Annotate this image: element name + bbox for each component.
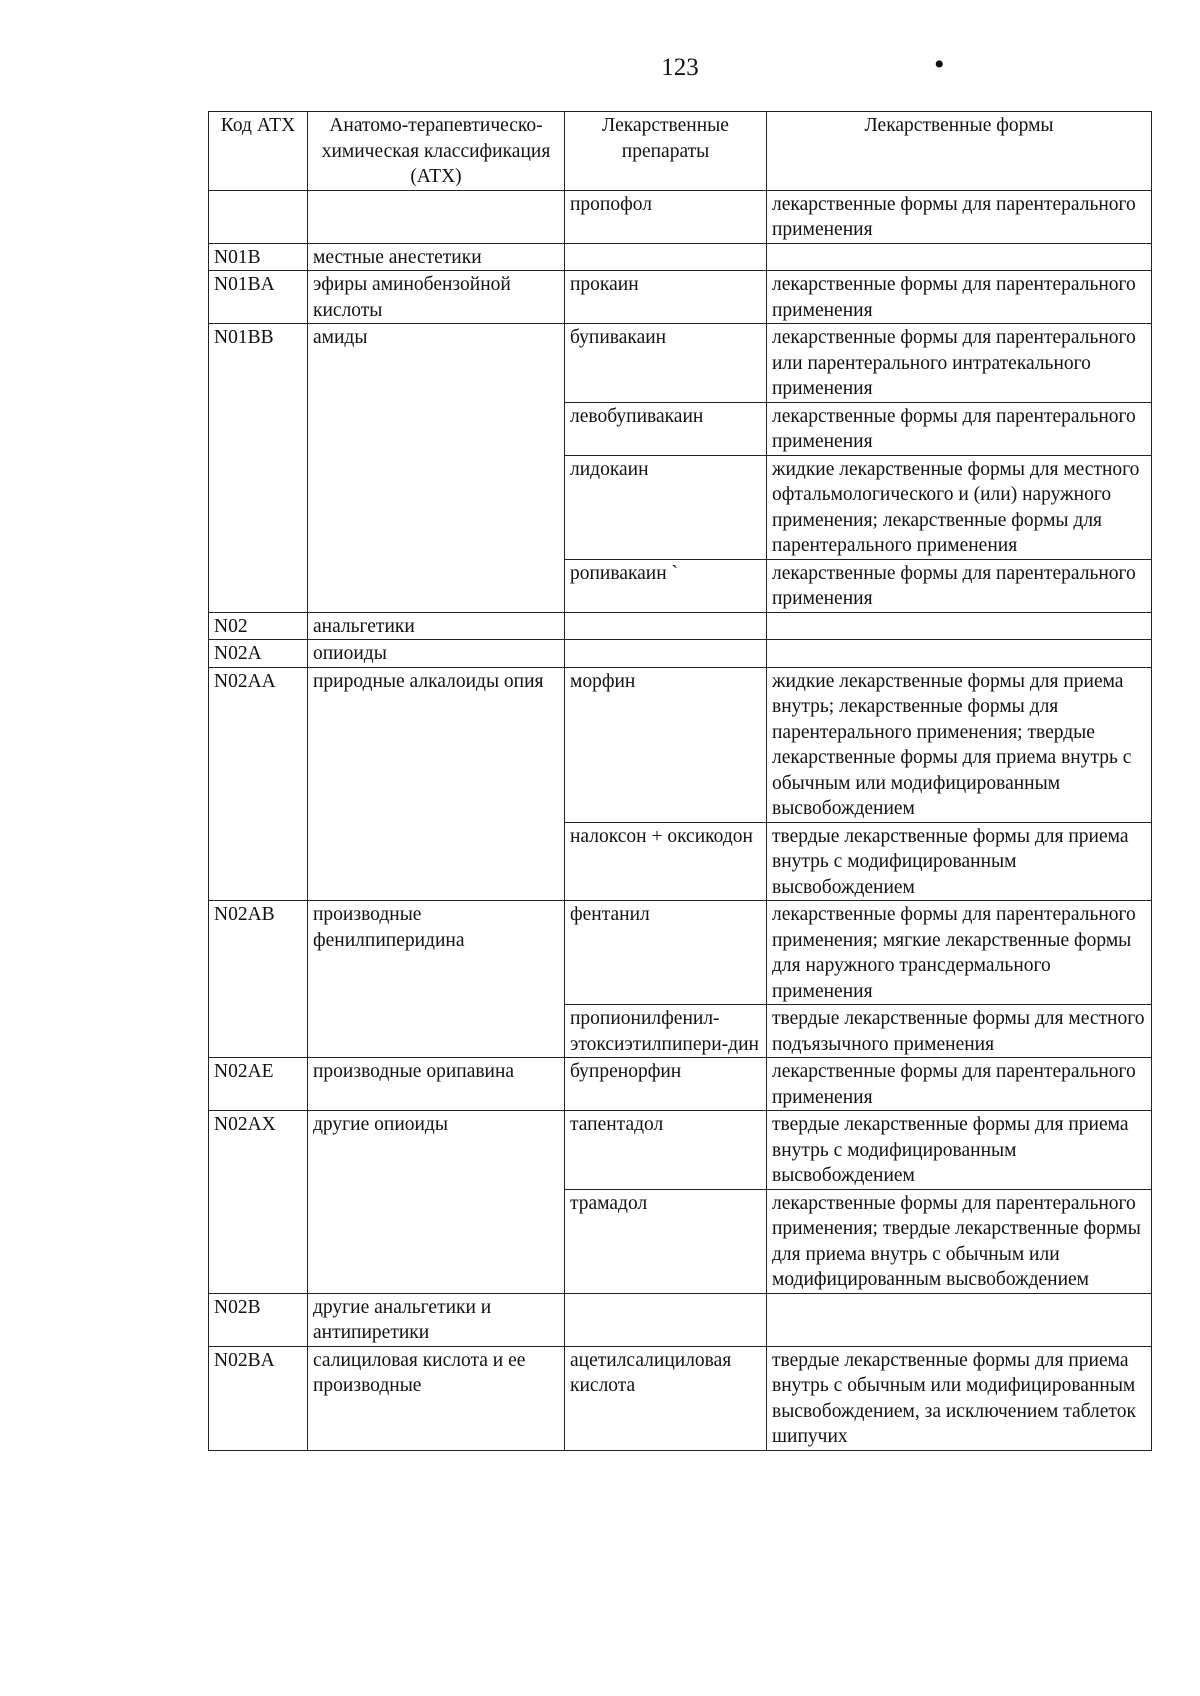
classification-cell: производные фенилпиперидина (308, 901, 565, 1058)
form-cell: твердые лекарственные формы для местного подъязычного применения (767, 1005, 1152, 1058)
table-row (209, 243, 1152, 271)
drug-cell (565, 640, 767, 668)
code-cell (209, 190, 308, 243)
code-cell: N01B (209, 243, 308, 271)
form-cell: жидкие лекарственные формы для местного офтальмологического и (или) наружного применения; лекарственные формы для парентерального применения (767, 455, 1152, 559)
page-number: 123 (661, 54, 699, 81)
code-cell: N02 (209, 612, 308, 640)
table-header-row (209, 112, 1152, 191)
drug-cell: налоксон + оксикодон (565, 822, 767, 901)
form-cell: лекарственные формы для парентерального применения (767, 559, 1152, 612)
drug-cell (565, 243, 767, 271)
classification-cell: салициловая кислота и ее производные (308, 1346, 565, 1450)
form-cell: лекарственные формы для парентерального применения (767, 271, 1152, 324)
form-cell: твердые лекарственные формы для приема внутрь с модифицированным высвобождением (767, 822, 1152, 901)
form-cell: лекарственные формы для парентерального применения; мягкие лекарственные формы для наружного трансдермального применения (767, 901, 1152, 1005)
code-cell: N02AB (209, 901, 308, 1058)
table-row (209, 1058, 1152, 1111)
form-cell (767, 1293, 1152, 1346)
drug-cell: фентанил (565, 901, 767, 1005)
drug-cell: пропофол (565, 190, 767, 243)
form-cell: лекарственные формы для парентерального применения (767, 402, 1152, 455)
drug-cell: тапентадол (565, 1111, 767, 1190)
form-cell: жидкие лекарственные формы для приема внутрь; лекарственные формы для парентерального применения; твердые лекарственные формы для приема внутрь с обычным или модифицированным высвобождением (767, 667, 1152, 822)
header-classification: Анатомо-терапевтическо-химическая классификация (АТХ) (308, 112, 565, 191)
code-cell: N02B (209, 1293, 308, 1346)
drug-cell: пропионилфенил-этоксиэтилпипери-дин (565, 1005, 767, 1058)
code-cell: N01BB (209, 324, 308, 613)
code-cell: N02BA (209, 1346, 308, 1450)
drug-cell (565, 612, 767, 640)
header-drugs: Лекарственные препараты (565, 112, 767, 191)
table-row (209, 324, 1152, 403)
drug-cell: прокаин (565, 271, 767, 324)
form-cell (767, 640, 1152, 668)
classification-cell: анальгетики (308, 612, 565, 640)
code-cell: N01BA (209, 271, 308, 324)
classification-cell: производные орипавина (308, 1058, 565, 1111)
table-row (209, 271, 1152, 324)
drug-cell: ропивакаин ` (565, 559, 767, 612)
code-cell: N02AA (209, 667, 308, 901)
code-cell: N02AX (209, 1111, 308, 1294)
classification-cell: амиды (308, 324, 565, 613)
form-cell: твердые лекарственные формы для приема внутрь с обычным или модифицированным высвобождением, за исключением таблеток шипучих (767, 1346, 1152, 1450)
drug-cell: ацетилсалициловая кислота (565, 1346, 767, 1450)
classification-cell: другие опиоиды (308, 1111, 565, 1294)
form-cell: лекарственные формы для парентерального применения (767, 190, 1152, 243)
table-row (209, 1346, 1152, 1450)
classification-cell: местные анестетики (308, 243, 565, 271)
drug-cell: лидокаин (565, 455, 767, 559)
table-row (209, 667, 1152, 822)
atx-table (208, 111, 1152, 1451)
drug-cell: морфин (565, 667, 767, 822)
stray-dot-mark: • (934, 48, 945, 81)
table-row (209, 1111, 1152, 1190)
code-cell: N02AE (209, 1058, 308, 1111)
classification-cell: опиоиды (308, 640, 565, 668)
classification-cell: природные алкалоиды опия (308, 667, 565, 901)
drug-cell: бупивакаин (565, 324, 767, 403)
drug-cell: бупренорфин (565, 1058, 767, 1111)
table-row (209, 901, 1152, 1005)
table-row (209, 612, 1152, 640)
form-cell: лекарственные формы для парентерального применения (767, 1058, 1152, 1111)
drug-cell (565, 1293, 767, 1346)
form-cell: твердые лекарственные формы для приема внутрь с модифицированным высвобождением (767, 1111, 1152, 1190)
form-cell: лекарственные формы для парентерального применения; твердые лекарственные формы для приема внутрь с обычным или модифицированным высвобождением (767, 1189, 1152, 1293)
header-forms: Лекарственные формы (767, 112, 1152, 191)
table-row (209, 1293, 1152, 1346)
classification-cell: эфиры аминобензойной кислоты (308, 271, 565, 324)
classification-cell (308, 190, 565, 243)
classification-cell: другие анальгетики и антипиретики (308, 1293, 565, 1346)
table-row (209, 640, 1152, 668)
form-cell (767, 243, 1152, 271)
drug-cell: трамадол (565, 1189, 767, 1293)
drug-cell: левобупивакаин (565, 402, 767, 455)
form-cell (767, 612, 1152, 640)
table-row (209, 190, 1152, 243)
header-code: Код АТХ (209, 112, 308, 191)
code-cell: N02A (209, 640, 308, 668)
form-cell: лекарственные формы для парентерального или парентерального интратекального применения (767, 324, 1152, 403)
